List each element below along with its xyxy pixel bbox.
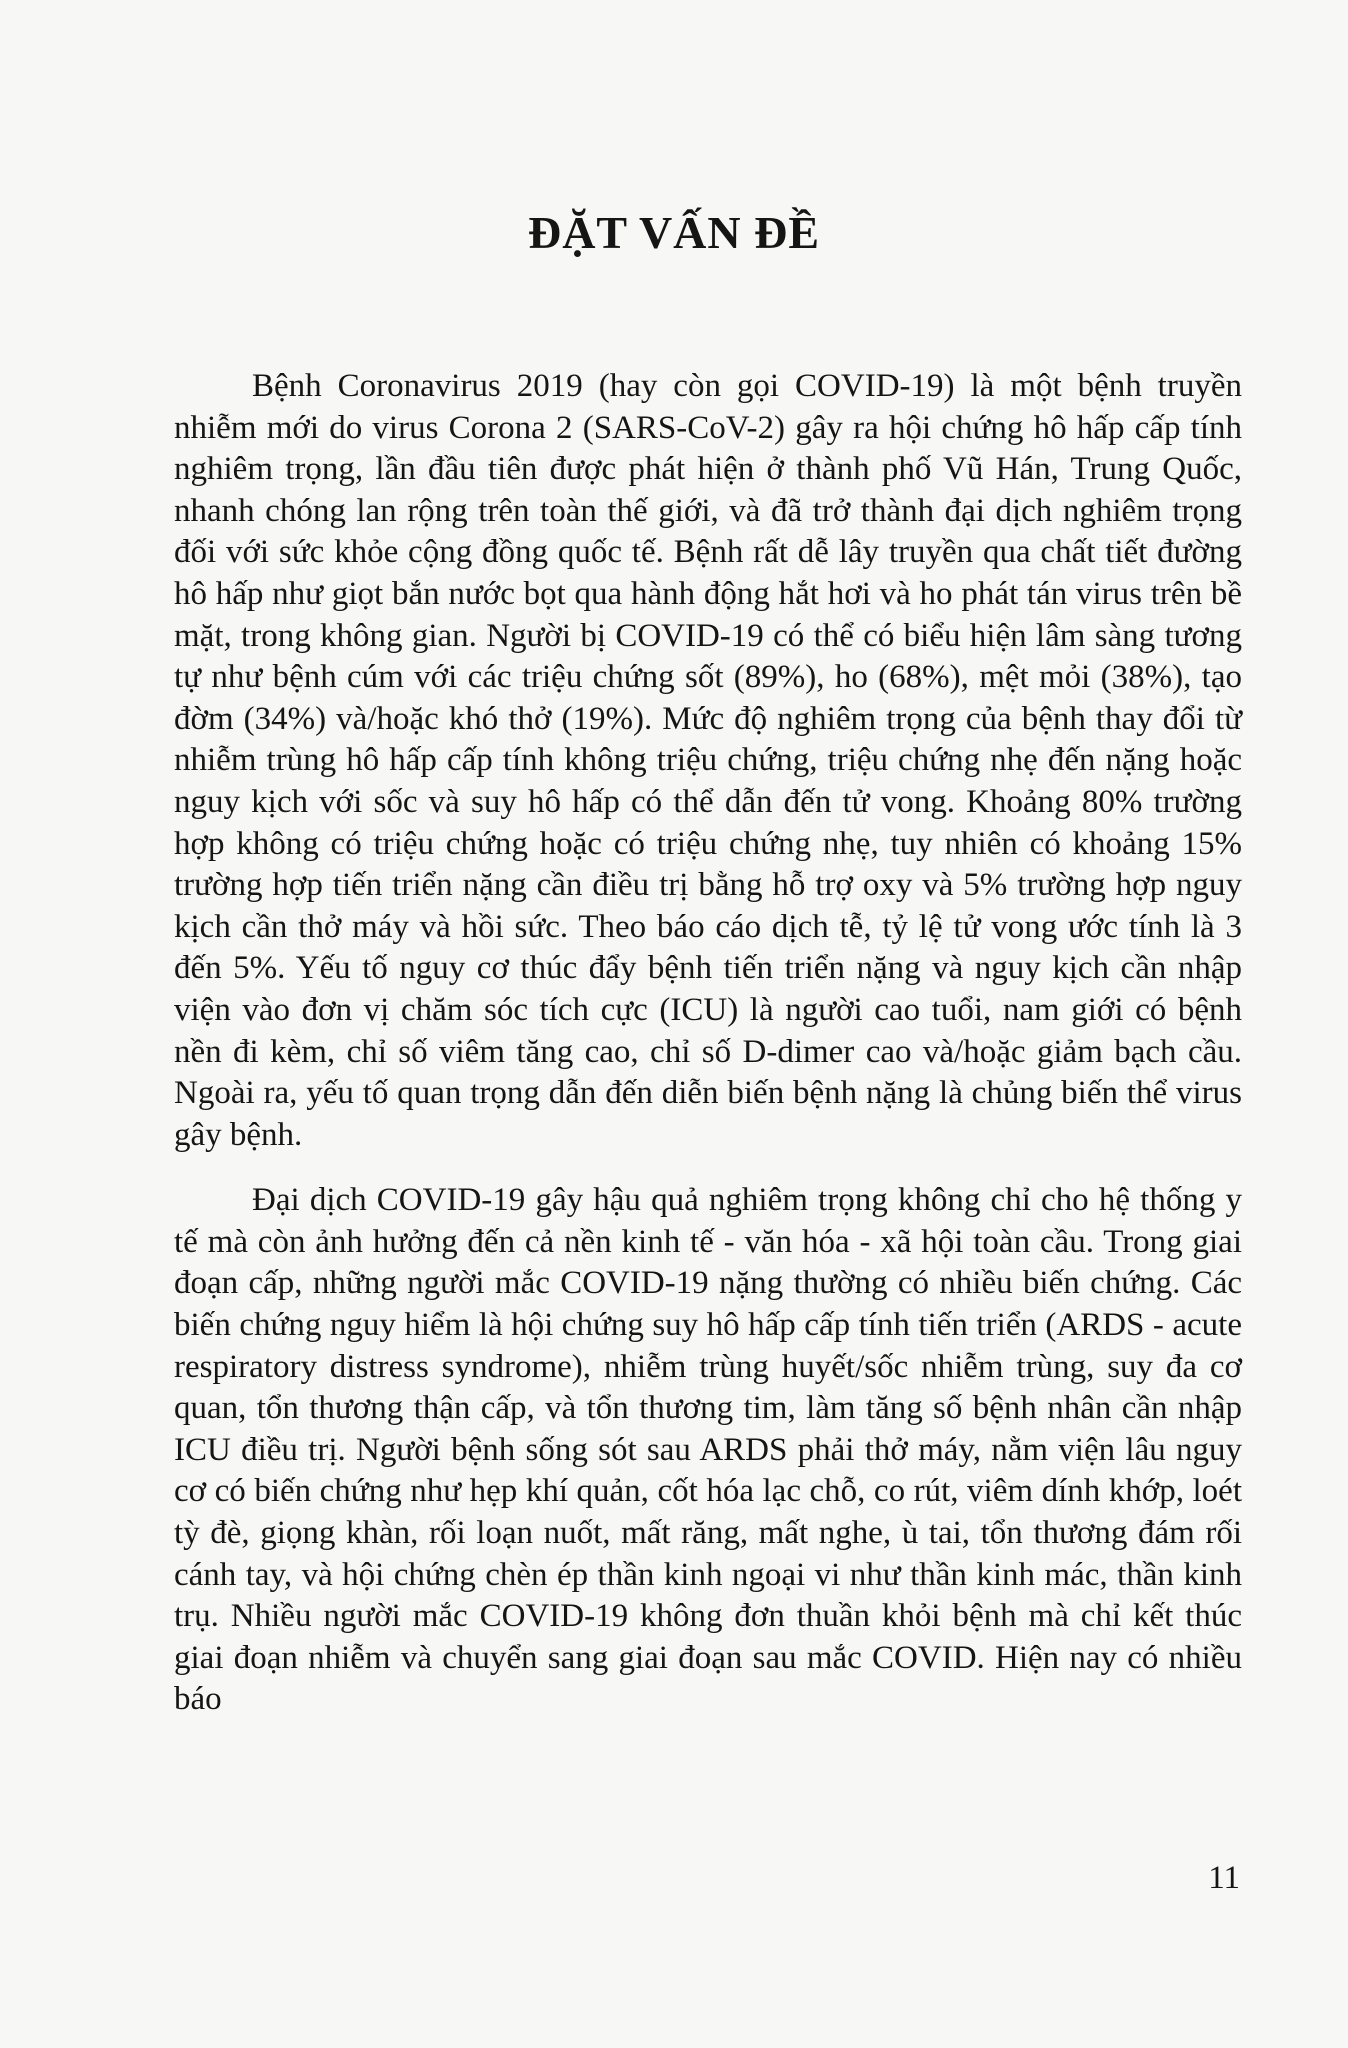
page-title: ĐẶT VẤN ĐỀ bbox=[527, 207, 821, 258]
page-number: 11 bbox=[1208, 1860, 1240, 1896]
paragraph-2: Đại dịch COVID-19 gây hậu quả nghiêm trọng không chỉ cho hệ thống y tế mà còn ảnh hưởng đến cả nền kinh tế - văn hóa - xã hội toàn cầu. Trong giai đoạn cấp, những người mắc COVID-19 nặng thường có nhiều biến chứng. Các biến chứng nguy hiểm là hội chứng suy hô hấp cấp tính tiến triển (ARDS - acute respiratory distress syndrome), nhiễm trùng huyết/sốc nhiễm trùng, suy đa cơ quan, tổn thương thận cấp, và tổn thương tim, làm tăng số bệnh nhân cần nhập ICU điều trị. Người bệnh sống sót sau ARDS phải thở máy, nằm viện lâu nguy cơ có biến chứng như hẹp khí quản, cốt hóa lạc chỗ, co rút, viêm dính khớp, loét tỳ đè, giọng khàn, rối loạn nuốt, mất răng, mất nghe, ù tai, tổn thương đám rối cánh tay, và hội chứng chèn ép thần kinh ngoại vi như thần kinh mác, thần kinh trụ. Nhiều người mắc COVID-19 không đơn thuần khỏi bệnh mà chỉ kết thúc giai đoạn nhiễm và chuyển sang giai đoạn sau mắc COVID. Hiện nay có nhiều báo bbox=[174, 1182, 1242, 1718]
body-text bbox=[174, 366, 1242, 1721]
paragraph-1: Bệnh Coronavirus 2019 (hay còn gọi COVID-19) là một bệnh truyền nhiễm mới do virus Corona 2 (SARS-CoV-2) gây ra hội chứng hô hấp cấp tính nghiêm trọng, lần đầu tiên được phát hiện ở thành phố Vũ Hán, Trung Quốc, nhanh chóng lan rộng trên toàn thế giới, và đã trở thành đại dịch nghiêm trọng đối với sức khỏe cộng đồng quốc tế. Bệnh rất dễ lây truyền qua chất tiết đường hô hấp như giọt bắn nước bọt qua hành động hắt hơi và ho phát tán virus trên bề mặt, trong không gian. Người bị COVID-19 có thể có biểu hiện lâm sàng tương tự như bệnh cúm với các triệu chứng sốt (89%), ho (68%), mệt mỏi (38%), tạo đờm (34%) và/hoặc khó thở (19%). Mức độ nghiêm trọng của bệnh thay đổi từ nhiễm trùng hô hấp cấp tính không triệu chứng, triệu chứng nhẹ đến nặng hoặc nguy kịch với sốc và suy hô hấp có thể dẫn đến tử vong. Khoảng 80% trường hợp không có triệu chứng hoặc có triệu chứng nhẹ, tuy nhiên có khoảng 15% trường hợp tiến triển nặng cần điều trị bằng hỗ trợ oxy và 5% trường hợp nguy kịch cần thở máy và hồi sức. Theo báo cáo dịch tễ, tỷ lệ tử vong ước tính là 3 đến 5%. Yếu tố nguy cơ thúc đẩy bệnh tiến triển nặng và nguy kịch cần nhập viện vào đơn vị chăm sóc tích cực (ICU) là người cao tuổi, nam giới có bệnh nền đi kèm, chỉ số viêm tăng cao, chỉ số D-dimer cao và/hoặc giảm bạch cầu. Ngoài ra, yếu tố quan trọng dẫn đến diễn biến bệnh nặng là chủng biến thể virus gây bệnh. bbox=[174, 368, 1242, 1153]
